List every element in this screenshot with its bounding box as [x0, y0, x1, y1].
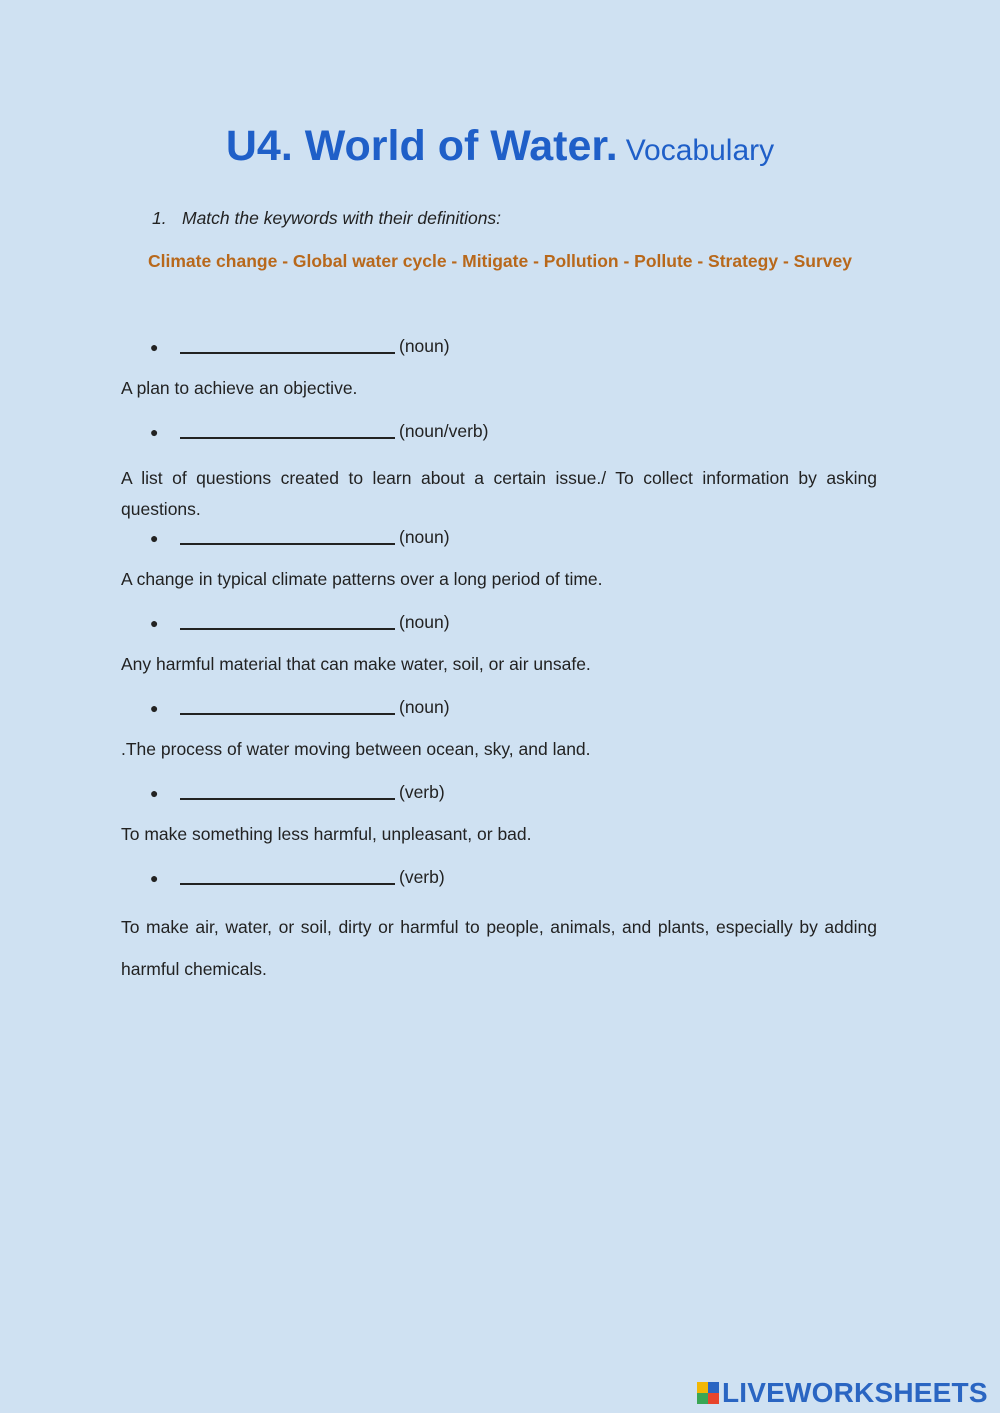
- item-4-pos: (noun): [399, 612, 450, 632]
- answer-blank-4[interactable]: [180, 612, 395, 630]
- bullet-icon: ●: [150, 615, 159, 631]
- item-7-line: [150, 865, 445, 889]
- item-1-line: [150, 334, 450, 358]
- item-1-definition: A plan to achieve an objective.: [121, 378, 358, 398]
- logo-square-blue: [708, 1382, 719, 1393]
- item-7-definition: To make air, water, or soil, dirty or harmful to people, animals, and plants, especially by adding harmful chemicals.: [121, 917, 877, 979]
- answer-blank-2[interactable]: [180, 421, 395, 439]
- answer-blank-6[interactable]: [180, 782, 395, 800]
- item-7-pos: (verb): [399, 867, 445, 887]
- bullet-icon: ●: [150, 700, 159, 716]
- liveworksheets-logo[interactable]: [697, 1378, 988, 1408]
- bullet-icon: ●: [150, 785, 159, 801]
- bullet-icon: ●: [150, 530, 159, 546]
- title-sub: Vocabulary: [625, 134, 775, 167]
- keyword-bank: Climate change - Global water cycle - Mitigate - Pollution - Pollute - Strategy - Survey: [147, 251, 853, 271]
- item-5-definition: .The process of water moving between ocean, sky, and land.: [121, 739, 591, 759]
- instruction: [152, 208, 501, 229]
- instruction-text: Match the keywords with their definitions:: [182, 208, 502, 228]
- page-title: [0, 122, 1000, 171]
- item-3-pos: (noun): [399, 527, 450, 547]
- title-main: U4. World of Water.: [225, 122, 618, 170]
- bullet-icon: ●: [150, 424, 159, 440]
- logo-icon: [697, 1382, 719, 1404]
- answer-blank-1[interactable]: [180, 336, 395, 354]
- item-6-line: [150, 780, 445, 804]
- answer-blank-7[interactable]: [180, 867, 395, 885]
- item-2-pos: (noun/verb): [399, 421, 489, 441]
- answer-blank-5[interactable]: [180, 697, 395, 715]
- item-4-definition: Any harmful material that can make water, soil, or air unsafe.: [121, 654, 591, 674]
- item-5-pos: (noun): [399, 697, 450, 717]
- logo-square-yellow: [697, 1382, 708, 1393]
- item-6-pos: (verb): [399, 782, 445, 802]
- logo-text: LIVEWORKSHEETS: [722, 1377, 988, 1408]
- item-1-pos: (noun): [399, 336, 450, 356]
- logo-square-green: [697, 1393, 708, 1404]
- instruction-number: 1.: [152, 208, 167, 228]
- bullet-icon: ●: [150, 870, 159, 886]
- item-2-line: [150, 419, 489, 443]
- item-2-definition: A list of questions created to learn about a certain issue./ To collect information by asking questions.: [121, 468, 877, 519]
- item-4-line: [150, 610, 450, 634]
- answer-blank-3[interactable]: [180, 527, 395, 545]
- item-6-definition: To make something less harmful, unpleasant, or bad.: [121, 824, 532, 844]
- item-3-line: [150, 525, 450, 549]
- item-3-definition: A change in typical climate patterns over a long period of time.: [121, 569, 603, 589]
- logo-square-red: [708, 1393, 719, 1404]
- item-5-line: [150, 695, 450, 719]
- bullet-icon: ●: [150, 339, 159, 355]
